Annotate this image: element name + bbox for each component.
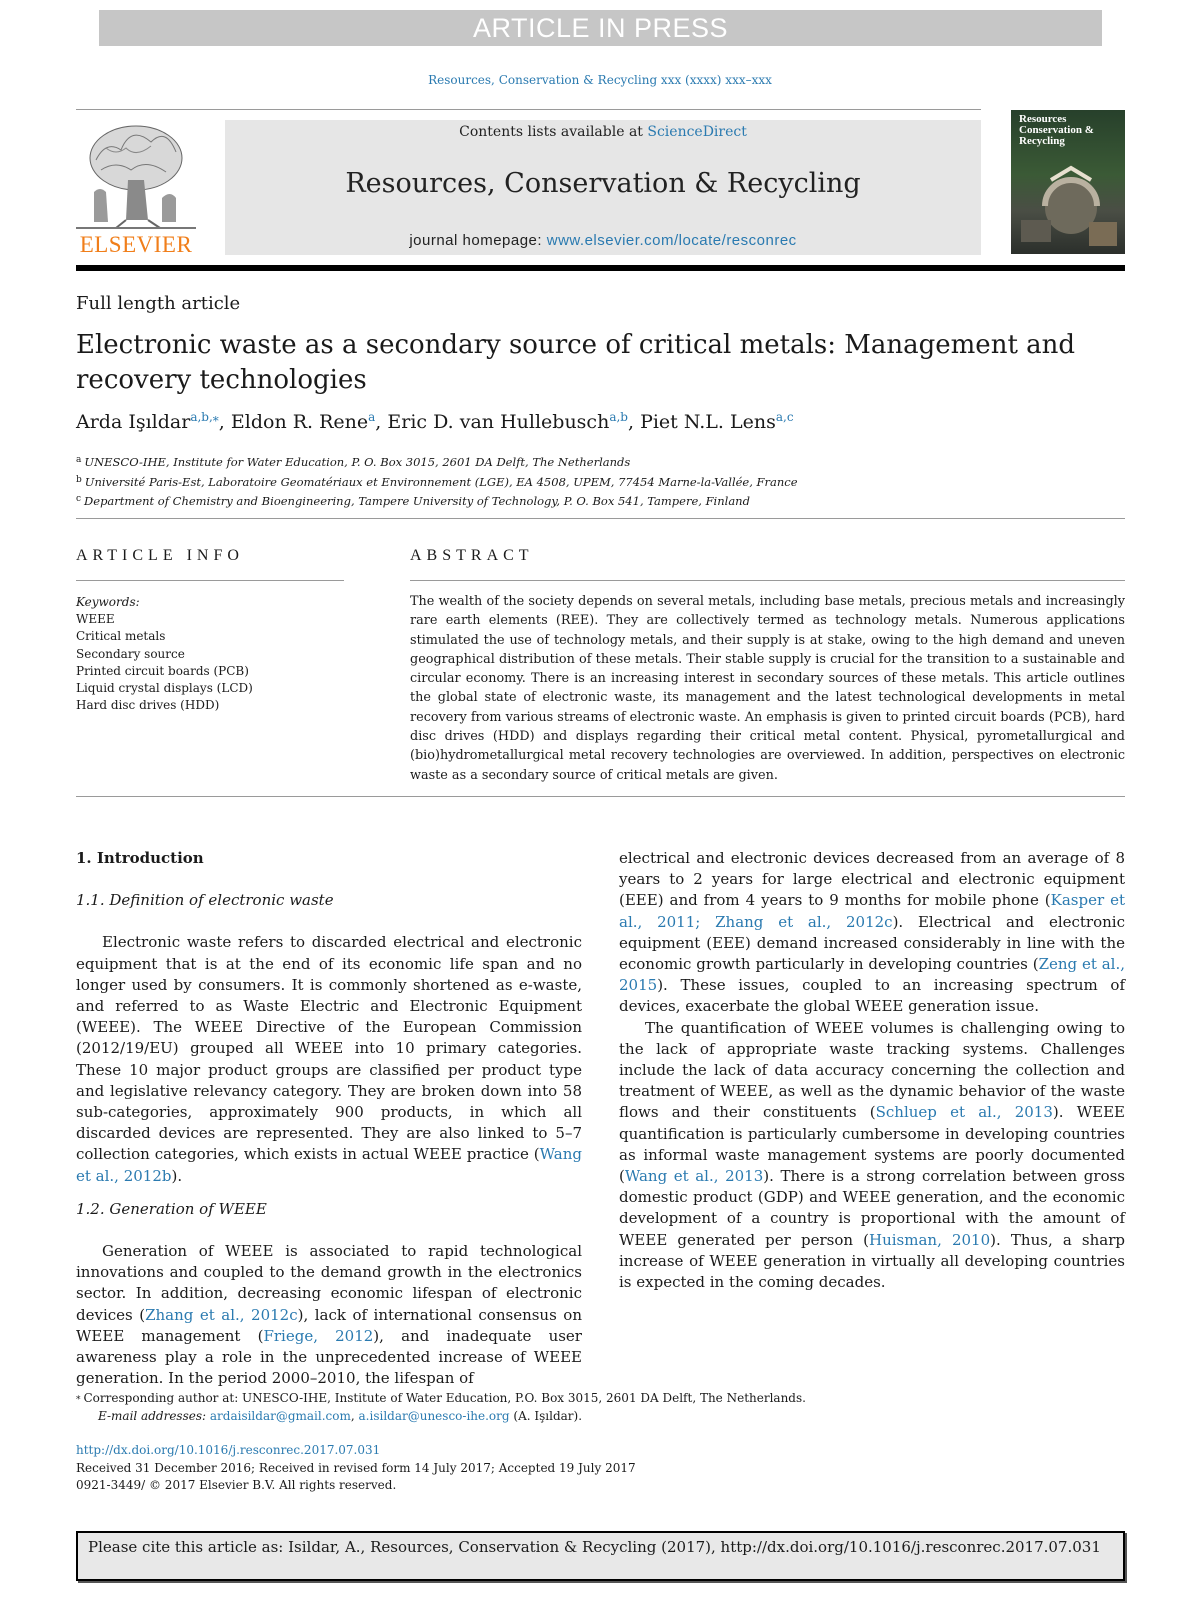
keywords-label: Keywords: (76, 595, 140, 609)
section-heading-introduction: 1. Introduction (76, 849, 204, 867)
contents-available-line: Contents lists available at ScienceDirect (459, 124, 747, 140)
author-name[interactable]: Eldon R. Rene (230, 411, 369, 433)
journal-title: Resources, Conservation & Recycling (345, 168, 861, 199)
email-link[interactable]: ardaisildar@gmail.com (209, 1409, 351, 1423)
citation-link[interactable]: Wang et al., 2012b (76, 1145, 582, 1185)
affiliation: $^c$ Department of Chemistry and Bioengineering, Tampere University of Technology, P. O. Box 541, Tampere, Finland (76, 494, 750, 508)
citation-link[interactable]: Zeng et al., 2015 (619, 955, 1125, 995)
header-thick-rule (76, 265, 1125, 271)
abstract-rule (410, 580, 1125, 581)
body-paragraph: Generation of WEEE is associated to rapid technological innovations and coupled to the demand growth in the electronics sector. In addition, decreasing economic lifespan of electronic devices (Zhang et al., 2012c), lack of international consensus on WEEE management (Friege, 2012), and inadequate user awareness play a role in the unprecedented increase of WEEE generation. In the period 2000–2010, the lifespan of (76, 1242, 582, 1388)
doi-link[interactable]: http://dx.doi.org/10.1016/j.resconrec.2017.07.031 (76, 1443, 381, 1457)
journal-reference[interactable]: Resources, Conservation & Recycling xxx (xxxx) xxx–xxx (428, 73, 772, 87)
journal-cover-image (1011, 110, 1125, 254)
article-in-press-banner: ARTICLE IN PRESS (99, 10, 1102, 46)
citation-link[interactable]: Wang et al., 2013 (624, 1167, 764, 1186)
keyword: Hard disc drives (HDD) (76, 698, 220, 713)
citation-box: Please cite this article as: Isildar, A., Resources, Conservation & Recycling (2017), http://dx.doi.org/10.1016/j.resconrec.2017.07.031 (76, 1531, 1125, 1581)
cover-title: Resources Conservation & Recycling (1019, 113, 1094, 147)
citation-link[interactable]: Zhang et al., 2012c (145, 1305, 298, 1324)
author-name[interactable]: Eric D. van Hullebusch (387, 411, 610, 433)
journal-homepage-line: journal homepage: www.elsevier.com/locate/resconrec (409, 232, 797, 249)
article-info-heading: ARTICLE INFO (76, 547, 244, 564)
body-column-right (619, 848, 1125, 1293)
elsevier-wordmark: ELSEVIER (79, 232, 193, 257)
journal-masthead (225, 120, 981, 255)
author-affiliation-marks[interactable]: a,c (775, 410, 794, 424)
author-name[interactable]: Piet N.L. Lens (640, 411, 776, 433)
author-affiliation-marks[interactable]: a (368, 410, 376, 424)
body-column-left (76, 848, 582, 1389)
keyword: WEEE (76, 612, 115, 627)
affiliation: $^b$ Université Paris-Est, Laboratoire Geomatériaux et Environnement (LGE), EA 4508, UPEM, 77454 Marne-la-Vallée, France (76, 474, 798, 489)
keyword: Liquid crystal displays (LCD) (76, 681, 253, 696)
citation-link[interactable]: Schluep et al., 2013 (875, 1103, 1053, 1122)
section-divider (76, 518, 1125, 519)
body-paragraph: Electronic waste refers to discarded electrical and electronic equipment that is at the end of its economic life span and no longer used by consumers. It is commonly shortened as e-waste, and referred to as Waste Electric and Electronic Equipment (WEEE). The WEEE Directive of the European Commission (2012/19/EU) grouped all WEEE into 10 primary categories. These 10 major product groups are classified per product type and legislative relevancy category. They are broken down into 58 sub-categories, approximately 900 products, in which all discarded devices are represented. They are also linked to 5–7 collection categories, which exists in actual WEEE practice (Wang et al., 2012b). (76, 933, 582, 1185)
journal-homepage-link[interactable]: www.elsevier.com/locate/resconrec (546, 232, 797, 249)
article-metadata (76, 1442, 636, 1495)
subsection-heading-generation: 1.2. Generation of WEEE (76, 1199, 267, 1218)
abstract-heading: ABSTRACT (410, 547, 534, 564)
email-line: E-mail addresses: ardaisildar@gmail.com, a.isildar@unesco-ihe.org (A. Işıldar). (98, 1409, 583, 1423)
keyword: Secondary source (76, 646, 185, 661)
body-paragraph: The quantification of WEEE volumes is challenging owing to the lack of appropriate waste tracking systems. Challenges include the lack of data accuracy concerning the collection and treatment of WEEE, as well as the dynamic behavior of the waste flows and their constituents (Schluep et al., 2013). WEEE quantification is particularly cumbersome in developing countries as informal waste management systems are poorly documented (Wang et al., 2013). There is a strong correlation between gross domestic product (GDP) and WEEE generation, and the economic development of a country is proportional with the amount of WEEE generated per person (Huisman, 2010). Thus, a sharp increase of WEEE generation in virtually all developing countries is expected in the coming decades. (619, 1018, 1126, 1292)
keyword: Critical metals (76, 629, 166, 644)
body-paragraph: electrical and electronic devices decreased from an average of 8 years to 2 years for large electrical and electronic equipment (EEE) and from 4 years to 9 months for mobile phone (Kasper et al., 2011; Zhang et al., 2012c). Electrical and electronic equipment (EEE) demand increased considerably in line with the economic growth particularly in developing countries (Zeng et al., 2015). These issues, coupled to an increasing spectrum of devices, exacerbate the global WEEE generation issue. (619, 849, 1125, 1016)
abstract-text: The wealth of the society depends on several metals, including base metals, precious metals and increasingly rare earth elements (REE). They are collectively termed as technology metals. Numerous applications stimulated the use of technology metals, and their supply is at stake, owing to the high demand and uneven geographical distribution of these metals. Their stable supply is crucial for the transition to a sustainable and circular economy. There is an increasing interest in secondary sources of these metals. This article outlines the global state of electronic waste, its management and the latest technological developments in metal recovery from various streams of electronic waste. An emphasis is given to printed circuit boards (PCB), hard disc drives (HDD) and displays regarding their critical metal content. Physical, pyrometallurgical and (bio)hydrometallurgical metal recovery technologies are overviewed. In addition, perspectives on electronic waste as a secondary source of critical metals are given. (410, 594, 1125, 783)
author-name[interactable]: Arda Işıldar (76, 411, 191, 433)
keyword: Printed circuit boards (PCB) (76, 663, 249, 678)
top-divider (76, 109, 981, 110)
email-link[interactable]: a.isildar@unesco-ihe.org (358, 1409, 510, 1423)
corresponding-author-line: ⁎ Corresponding author at: UNESCO-IHE, Institute of Water Education, P.O. Box 3015, 2601 DA Delft, The Netherlands. (76, 1391, 806, 1405)
citation-link[interactable]: Kasper et al., 2011; Zhang et al., 2012c (619, 891, 1125, 931)
sciencedirect-link[interactable]: ScienceDirect (647, 124, 747, 140)
abstract-bottom-rule (76, 796, 1125, 797)
received-dates: Received 31 December 2016; Received in revised form 14 July 2017; Accepted 19 July 2017 (76, 1460, 636, 1475)
keywords-block (76, 594, 253, 714)
article-title: Electronic waste as a secondary source of critical metals: Management and recovery technologies (76, 330, 1076, 395)
author-affiliation-marks[interactable]: a,b (609, 410, 628, 424)
subsection-heading-definition: 1.1. Definition of electronic waste (76, 891, 334, 910)
author-list: Arda Işıldar$^{a,b,⁎}$, Eldon R. Rene$^a$, Eric D. van Hullebusch$^{a,b}$, Piet N.L. Lens$^{a,c}$ (76, 410, 794, 433)
affiliations (76, 452, 798, 511)
citation-link[interactable]: Friege, 2012 (263, 1326, 374, 1345)
author-affiliation-marks[interactable]: a,b,⁎ (190, 410, 219, 424)
article-type: Full length article (76, 293, 241, 314)
copyright-line: 0921-3449/ © 2017 Elsevier B.V. All rights reserved. (76, 1478, 397, 1492)
corresponding-author-footnote (76, 1388, 806, 1425)
article-info-rule (76, 580, 344, 581)
affiliation: $^a$ UNESCO-IHE, Institute for Water Education, P. O. Box 3015, 2601 DA Delft, The Netherlands (76, 455, 631, 469)
citation-link[interactable]: Huisman, 2010 (869, 1230, 991, 1249)
